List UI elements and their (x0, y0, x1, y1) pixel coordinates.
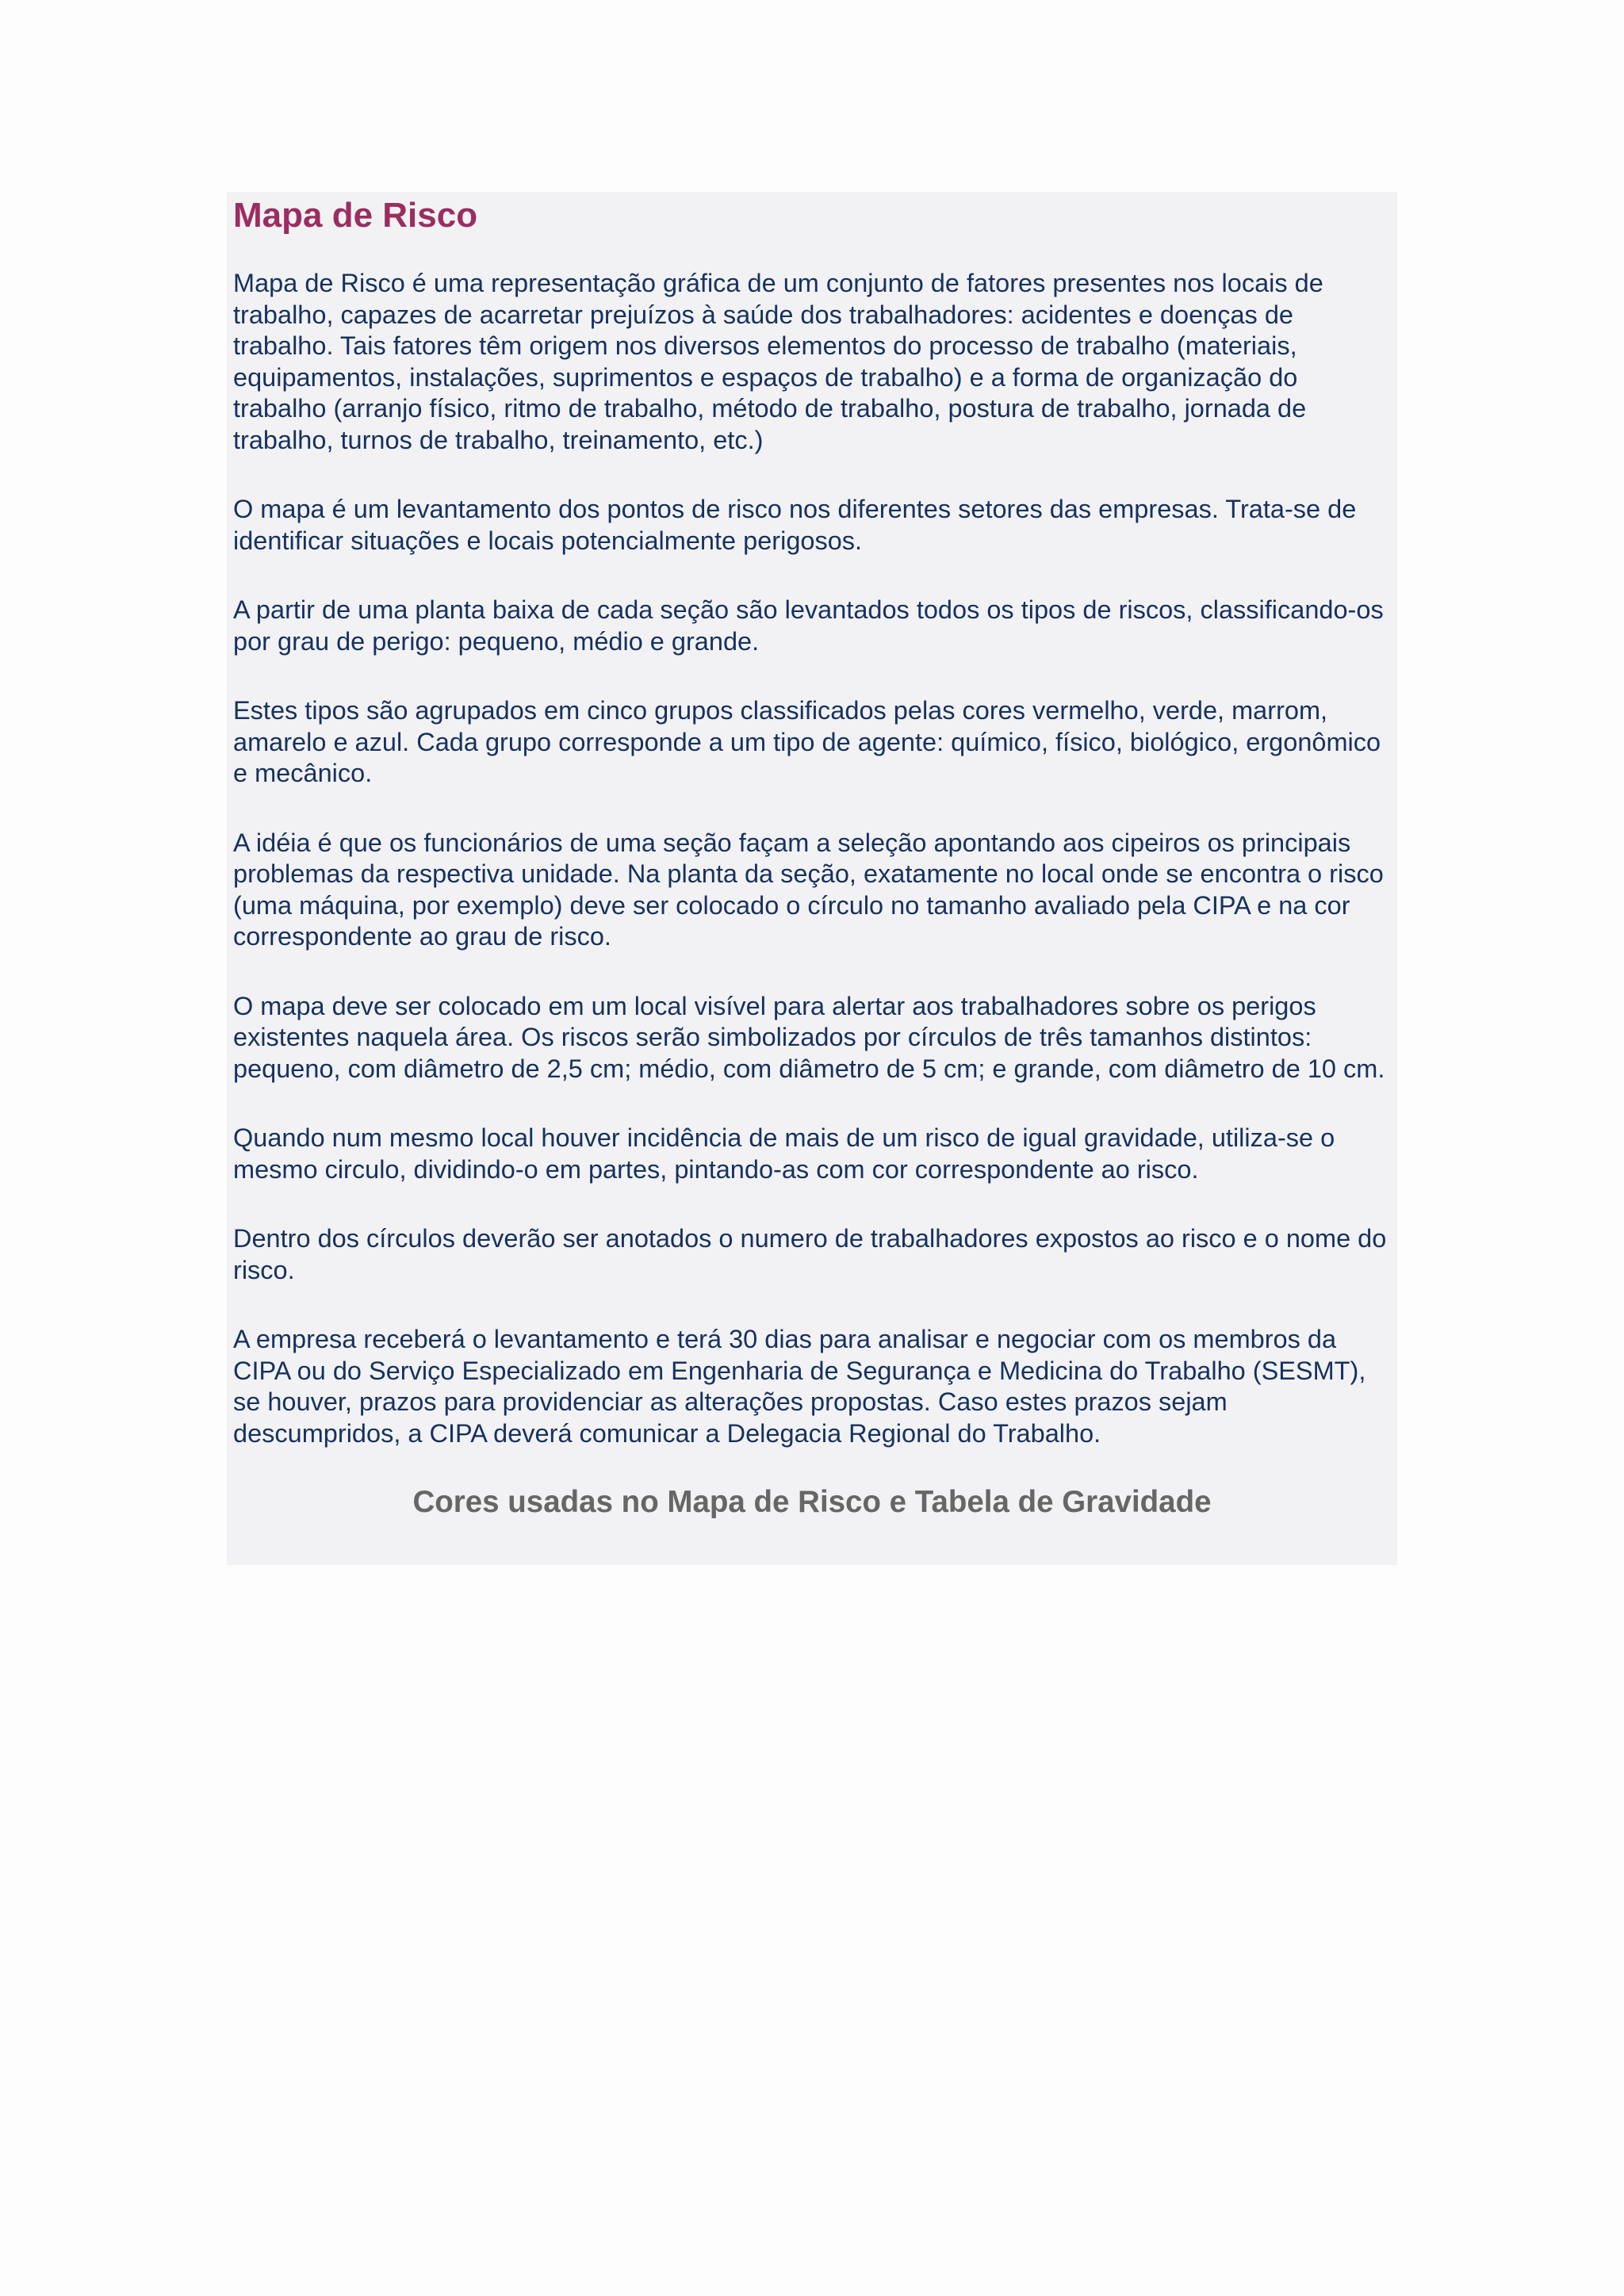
paragraph-color-groups: Estes tipos são agrupados em cinco grupos classificados pelas cores vermelho, verde, marrom, amarelo e azul. Cada grupo corresponde a um tipo de agente: químico, físico, biológico, ergonômico e mecânico. (233, 696, 1381, 787)
paragraph-floor-plan: A partir de uma planta baixa de cada seção são levantados todos os tipos de riscos, classificando-os por grau de perigo: pequeno, médio e grande. (233, 595, 1384, 656)
paragraph-company-deadline: A empresa receberá o levantamento e terá 30 dias para analisar e negociar com os membros da CIPA ou do Serviço Especializado em Engenharia de Segurança e Medicina do Trabalho (SESMT), se houver, prazos para providenciar as alterações propostas. Caso estes prazos sejam descumpridos, a CIPA deverá comunicar a Delegacia Regional do Trabalho. (233, 1325, 1366, 1448)
paragraph-survey: O mapa é um levantamento dos pontos de risco nos diferentes setores das empresas. Trata-se de identificar situações e locais potencialmente perigosos. (233, 495, 1357, 555)
content-panel (227, 192, 1397, 1565)
paragraph-multiple-risks: Quando num mesmo local houver incidência de mais de um risco de igual gravidade, utiliza-se o mesmo circulo, dividindo-o em partes, pintando-as com cor correspondente ao risco. (233, 1123, 1335, 1184)
paragraph-selection: A idéia é que os funcionários de uma seção façam a seleção apontando aos cipeiros os principais problemas da respectiva unidade. Na planta da seção, exatamente no local onde se encontra o risco (uma máquina, por exemplo) deve ser colocado o círculo no tamanho avaliado pela CIPA e na cor correspondente ao grau de risco. (233, 828, 1384, 951)
page-title: Mapa de Risco (233, 196, 478, 235)
paragraph-circle-sizes: O mapa deve ser colocado em um local visível para alertar aos trabalhadores sobre os perigos existentes naquela área. Os riscos serão simbolizados por círculos de três tamanhos distintos: pequeno, com diâmetro de 2,5 cm; médio, com diâmetro de 5 cm; e grande, com diâmetro de 10 cm. (233, 991, 1385, 1083)
paragraph-definition: Mapa de Risco é uma representação gráfica de um conjunto de fatores presentes nos locais de trabalho, capazes de acarretar prejuízos à saúde dos trabalhadores: acidentes e doenças de trabalho. Tais fatores têm origem nos diversos elementos do processo de trabalho (materiais, equipamentos, instalações, suprimentos e espaços de trabalho) e a forma de organização do trabalho (arranjo físico, ritmo de trabalho, método de trabalho, postura de trabalho, jornada de trabalho, turnos de trabalho, treinamento, etc.) (233, 269, 1323, 454)
section-heading: Cores usadas no Mapa de Risco e Tabela de Gravidade (412, 1485, 1212, 1519)
paragraph-circle-annotations: Dentro dos círculos deverão ser anotados o numero de trabalhadores expostos ao risco e o nome do risco. (233, 1224, 1387, 1284)
